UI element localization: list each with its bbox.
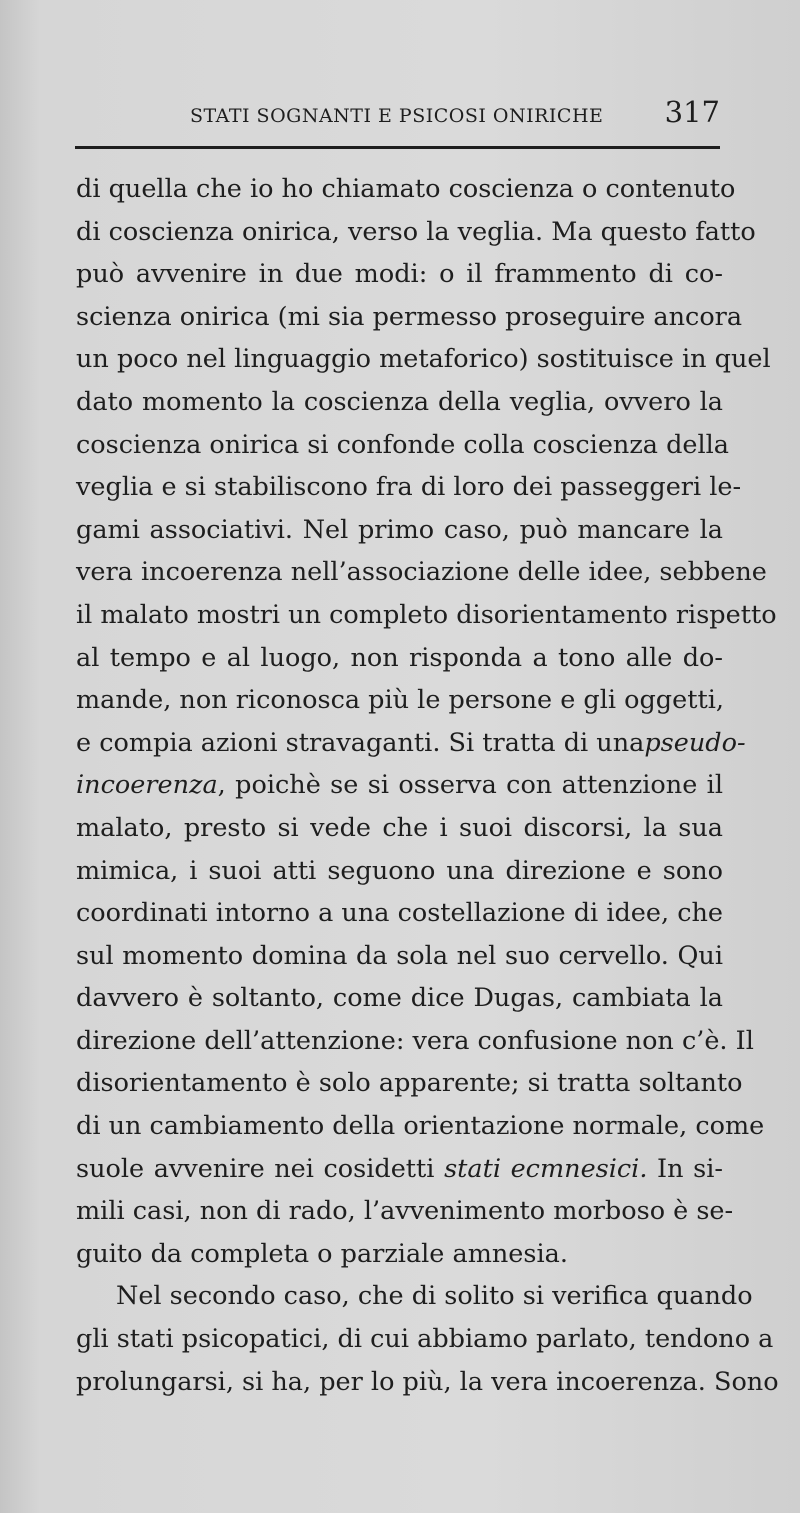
text-line: gami associativi. Nel primo caso, può mancare la [76,514,723,545]
text-line: veglia e si stabiliscono fra di loro dei passeggeri le- [76,472,742,503]
text-line: di un cambiamento della orientazione normale, come [76,1111,765,1142]
text-line: guito da completa o parziale amnesia. [76,1238,568,1269]
text-line: davvero è soltanto, come dice Dugas, cambiata la [76,983,723,1014]
text-line: scienza onirica (mi sia permesso proseguire ancora [76,301,743,332]
text-line: vera incoerenza nell’associazione delle idee, sebbene [76,557,767,588]
page-header [75,95,720,135]
text-line: direzione dell’attenzione: vera confusione non c’è. Il [76,1025,754,1056]
text-line: mande, non riconosca più le persone e gli oggetti, [76,685,724,716]
text-line: coscienza onirica si confonde colla coscienza della [76,429,730,460]
text-line: malato, presto si vede che i suoi discorsi, la sua [76,812,723,843]
text-line: Nel secondo caso, che di solito si verifica quando [116,1281,753,1312]
text-line: mili casi, non di rado, l’avvenimento morboso è se- [76,1196,734,1227]
header-rule [75,146,720,149]
text-line: il malato mostri un completo disorientamento rispetto [76,599,777,630]
body-text [76,168,779,1403]
text-line: gli stati psicopatici, di cui abbiamo parlato, tendono a [76,1324,774,1355]
text-line [76,722,746,765]
text-line: disorientamento è solo apparente; si tratta soltanto [76,1068,743,1099]
text-line: al tempo e al luogo, non risponda a tono alle do- [76,642,723,673]
italic-term: pseudo- [644,727,746,758]
text-line: un poco nel linguaggio metaforico) sostituisce in quel [76,344,771,375]
italic-term: stati ecmnesici. [444,1153,648,1184]
text-line: dato momento la coscienza della veglia, ovvero la [76,386,723,417]
text-line [76,1148,723,1191]
running-title: STATI SOGNANTI E PSICOSI ONIRICHE [190,105,604,127]
text-segment: , poichè se si osserva con attenzione il [217,770,723,801]
text-line: prolungarsi, si ha, per lo più, la vera incoerenza. Sono [76,1366,779,1397]
text-line: mimica, i suoi atti seguono una direzione e sono [76,855,723,886]
text-line: di quella che io ho chiamato coscienza o contenuto [76,174,736,204]
text-line: di coscienza onirica, verso la veglia. Ma questo fatto [76,216,756,247]
text-segment: suole avvenire nei cosidetti [76,1153,435,1184]
text-line: coordinati intorno a una costellazione di idee, che [76,898,723,929]
text-line [76,764,723,807]
text-line: sul momento domina da sola nel suo cervello. Qui [76,940,723,971]
text-segment: In si- [657,1153,723,1184]
text-line: può avvenire in due modi: o il frammento di co- [76,259,723,290]
italic-term: incoerenza [76,770,218,801]
page-number: 317 [664,95,720,129]
text-segment: e compia azioni stravaganti. Si tratta di una [76,727,645,758]
